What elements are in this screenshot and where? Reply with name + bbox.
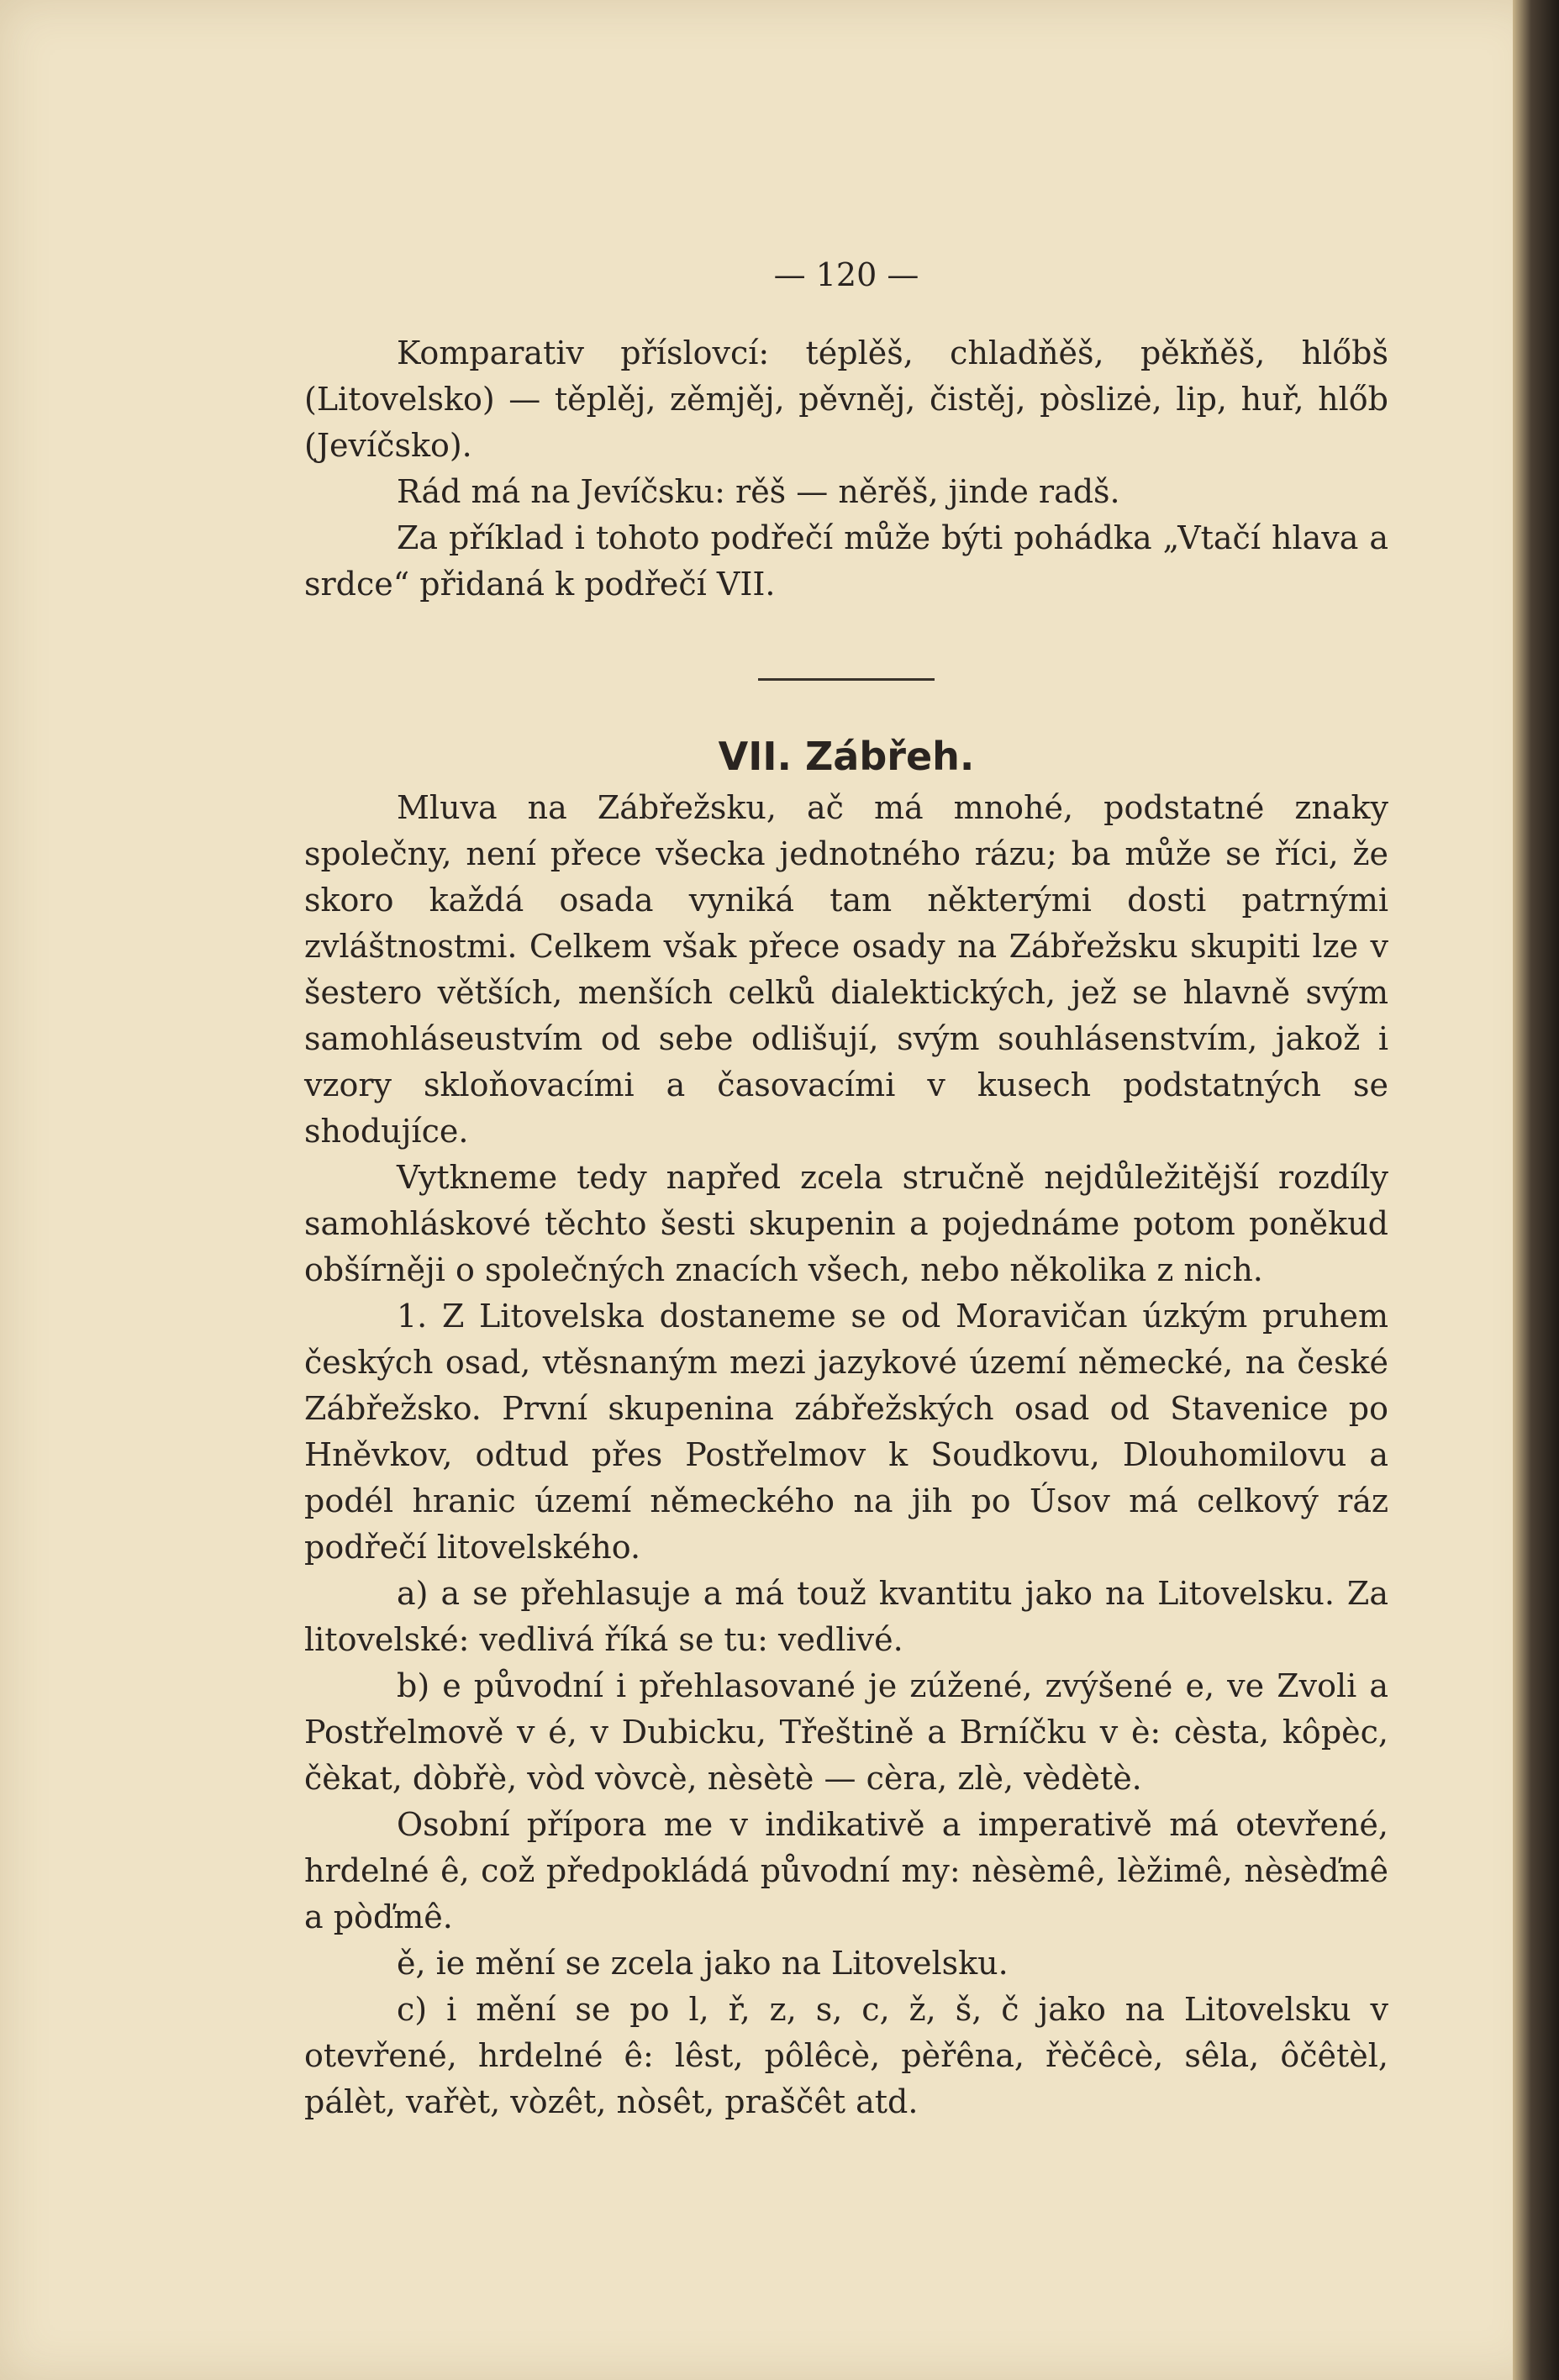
paragraph-jevicsko-example: Rád má na Jevíčsku: rěš — něrěš, jinde radš. (397, 473, 1120, 510)
paragraph-point-c: c) i mění se po l, ř, z, s, c, ž, š, č jako na Litovelsku v otevřené, hrdelné ê: lêst, pôlêcè, pèřêna, řèčêcè, sêla, ôčêtèl, pálèt, vařèt, vòzêt, nòsêt, praščêt atd. (304, 1991, 1388, 2120)
section-divider (758, 678, 935, 681)
page-text (304, 252, 1388, 2125)
paragraph-personal-suffix: Osobní přípora me v indikativě a imperativě má otevřené, hrdelné ê, což předpokládá původní my: nèsèmê, lèžimê, nèsèďmê a pòďmê. (304, 1806, 1388, 1935)
page-number: — 120 — (773, 256, 919, 293)
paragraph-e-ie: ě, ie mění se zcela jako na Litovelsku. (397, 1945, 1009, 1982)
book-spine-edge (1513, 0, 1559, 2380)
paragraph-comparative: Komparativ příslovcí: téplěš, chladňěš, pěkňěš, hlőbš (Litovelsko) — těplěj, zěmjěj, pěvněj, čistěj, pòslizė, lip, huř, hlőb (Jevíčsko). (304, 334, 1388, 464)
paragraph-point-b: b) e původní i přehlasované je zúžené, zvýšené e, ve Zvoli a Postřelmově v é, v Dubicku, Třeštině a Brníčku v è: cèsta, kôpèc, čèkat, dòbřè, vòd vòvcè, nèsètè — cèra, zlè, vèdètè. (304, 1667, 1388, 1797)
chapter-heading: VII. Zábřeh. (718, 734, 975, 779)
paragraph-vowel-differences: Vytkneme tedy napřed zcela stručně nejdůležitější rozdíly samohláskové těchto šesti skupenin a pojednáme potom poněkud obšírněji o společných znacích všech, nebo několika z nich. (304, 1159, 1388, 1288)
paragraph-zabreh-intro: Mluva na Zábřežsku, ač má mnohé, podstatné znaky společny, není přece všecka jednotného rázu; ba může se říci, že skoro každá osada vyniká tam některými dosti patrnými zvláštnostmi. Celkem však přece osady na Zábřežsku skupiti lze v šestero větších, menších celků dialektických, jež se hlavně svým samohláseustvím od sebe odlišují, svým souhlásenstvím, jakož i vzory skloňovacími a časovacími v kusech podstatných se shodujíce. (304, 789, 1388, 1150)
paragraph-fairy-tale-reference: Za příklad i tohoto podřečí může býti pohádka „Vtačí hlava a srdce“ přidaná k podřečí VII. (304, 519, 1388, 603)
paragraph-group-one: 1. Z Litovelska dostaneme se od Moravičan úzkým pruhem českých osad, vtěsnaným mezi jazykové území německé, na české Zábřežsko. První skupenina zábřežských osad od Stavenice po Hněvkov, odtud přes Postřelmov k Soudkovu, Dlouhomilovu a podél hranic území německého na jih po Úsov má celkový ráz podřečí litovelského. (304, 1298, 1388, 1566)
paragraph-point-a: a) a se přehlasuje a má touž kvantitu jako na Litovelsku. Za litovelské: vedlivá říká se tu: vedlivé. (304, 1575, 1388, 1658)
